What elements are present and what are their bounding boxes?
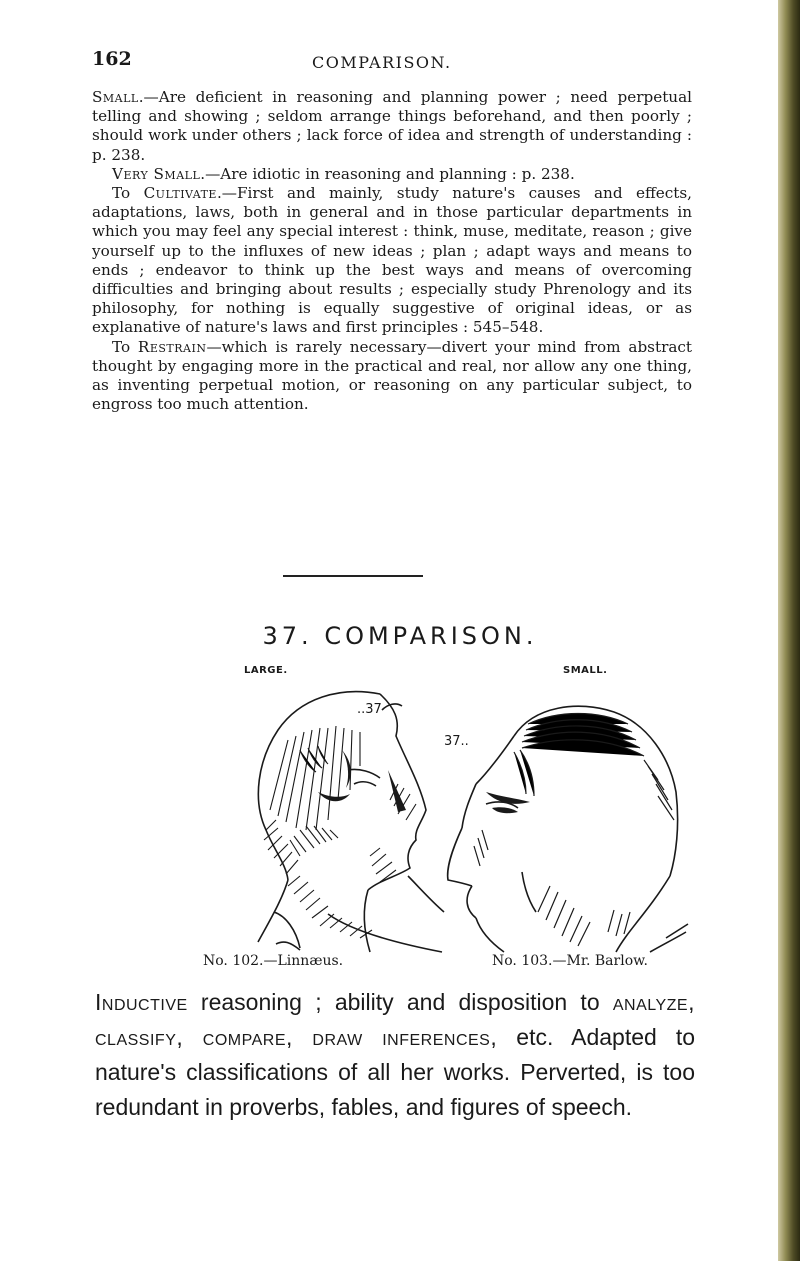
paragraph-very-small-text: .—Are idiotic in reasoning and planning : p. 238. [200,164,575,183]
paragraph-small [92,88,692,165]
page-header [92,48,652,76]
paragraph-restrain-text: —which is rarely necessary—divert your mind from abstract thought by engaging more in the practical and real, nor allow any one thing, as inventing perpetual motion, or reasoning on any particular subject, to engross too much attention. [92,337,692,414]
portrait-barlow-engraving [418,680,708,960]
paragraph-very-small [92,165,692,184]
footer-keywords: analyze, classify, compare, draw inferences, [95,989,695,1050]
paragraph-cultivate-text: .—First and mainly, study nature's causes and effects, adaptations, laws, both in general and in those particular departments in which you may feel any special interest : think, muse, meditate, reason ; give yourself up to the influxes of new ideas ; plan ; adapt ways and means to ends ; endeavor to think up the best ways and means of overcoming difficulties and bringing about results ; especially study Phrenology and its philosophy, for nothing is equally suggestive of original ideas, or as explanative of nature's laws and first principles : 545–548. [92,184,693,337]
footer-text-a: reasoning ; ability and disposition to [187,989,613,1015]
section-divider [283,575,423,577]
caption-linnaeus: No. 102.—Linnæus. [203,953,344,969]
label-small: SMALL. [563,665,608,676]
label-large: LARGE. [244,665,288,676]
lead-small: Small [92,88,139,106]
caption-barlow: No. 103.—Mr. Barlow. [492,953,648,969]
paragraph-cultivate [92,184,692,338]
restrain-prefix: To [112,337,138,356]
marker-comparison-small: 37.. [444,734,469,749]
footer-paragraph [95,985,695,1125]
footer-text-b: etc. Adapted to nature's classifications of all her works. Perverted, is too redundant in proverbs, fables, and figures of speech. [95,1024,696,1120]
footer-lead: Inductive [95,989,188,1015]
page-number: 162 [92,48,132,70]
plate-title: 37. COMPARISON. [262,622,538,650]
cultivate-prefix: To [112,184,144,203]
paragraph-restrain [92,338,692,415]
paragraph-small-text: .—Are deficient in reasoning and planning power ; need perpetual telling and showing ; seldom arrange things beforehand, and then poorly ; should work under others ; lack force of idea and strength of understanding : p. 238. [92,88,692,164]
lead-restrain: Restrain [137,337,207,356]
lead-cultivate: Cultivate [143,184,217,203]
running-head: COMPARISON. [312,53,452,72]
marker-comparison-large: ..37 [357,702,382,717]
lead-very-small: Very Small [112,164,201,183]
body-text [92,88,692,414]
